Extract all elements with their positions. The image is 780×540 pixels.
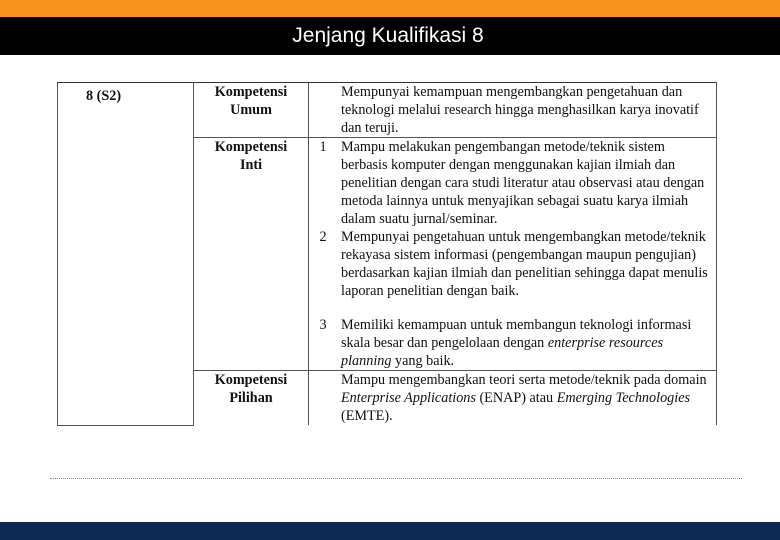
pilihan-text-1: Mampu mengembangkan teori serta metode/teknik pada domain	[341, 372, 707, 388]
item-number: 3	[319, 317, 327, 333]
category-inti-line2: Inti	[239, 157, 263, 173]
item-number: 1	[319, 139, 327, 155]
inti-item-3	[341, 316, 713, 370]
umum-text: Mempunyai kemampuan mengembangkan pengetahuan dan teknologi melalui research hingga menghasilkan karya inovatif dan teruji.	[337, 83, 717, 138]
category-inti-line1: Kompetensi	[214, 139, 288, 155]
competency-table	[57, 82, 717, 426]
number-cell	[309, 138, 338, 371]
level-cell	[58, 83, 194, 426]
category-umum	[194, 83, 309, 138]
title-bar	[0, 17, 780, 55]
item-number: 2	[319, 229, 327, 245]
category-pilihan-line1: Kompetensi	[214, 372, 288, 388]
number-cell	[309, 371, 338, 426]
inti-item-2: Mempunyai pengetahuan untuk mengembangkan metode/teknik rekayasa sistem informasi (pengembangan maupun pengujian) berdasarkan kajian ilmiah dan penelitian sehingga dapat menulis laporan penelitian dengan baik.	[341, 229, 708, 299]
pilihan-text	[337, 371, 717, 426]
pilihan-italic-1: Enterprise Applications	[341, 390, 476, 406]
level-label: 8 (S2)	[86, 88, 122, 104]
pilihan-text-2: (ENAP) atau	[475, 390, 557, 406]
category-inti	[194, 138, 309, 371]
inti-item-3-italic: enterprise resources planning	[341, 335, 664, 369]
inti-text	[337, 138, 717, 371]
pilihan-text-3: (EMTE).	[341, 408, 393, 424]
category-umum-line1: Kompetensi	[214, 84, 288, 100]
document-image	[57, 82, 717, 432]
category-umum-line2: Umum	[230, 102, 272, 118]
number-cell	[309, 83, 338, 138]
pilihan-italic-2: Emerging Technologies	[556, 390, 691, 406]
inti-item-3-tail: yang baik.	[391, 353, 455, 369]
category-pilihan-line2: Pilihan	[229, 390, 273, 406]
inti-item-1: Mampu melakukan pengembangan metode/teknik sistem berbasis komputer dengan menggunakan kajian ilmiah dan penelitian dengan cara studi literatur atau observasi atau dengan metoda lainnya untuk menyajikan sebagai suatu karya ilmiah dalam suatu jurnal/seminar.	[341, 139, 705, 227]
inti-item-3-text: Memiliki kemampuan untuk membangun teknologi informasi skala besar dan pengelolaan dengan	[341, 317, 692, 351]
bottom-bar	[0, 522, 780, 540]
divider	[50, 478, 742, 479]
top-accent-bar	[0, 0, 780, 17]
table-row	[58, 83, 717, 138]
category-pilihan	[194, 371, 309, 426]
slide-title: Jenjang Kualifikasi 8	[292, 24, 484, 47]
